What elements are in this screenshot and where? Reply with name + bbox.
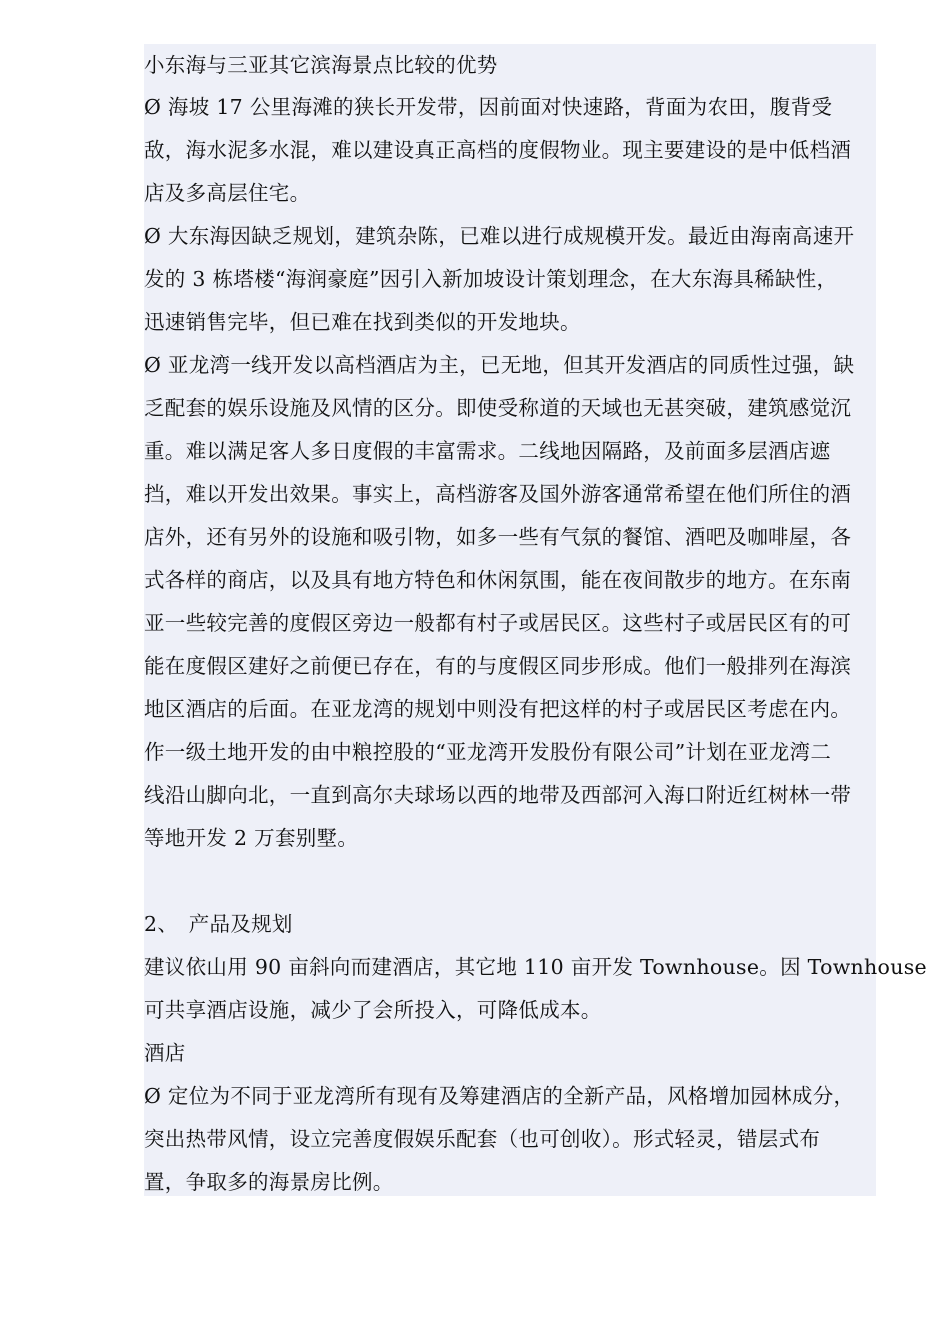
paragraph-line: 敌，海水泥多水混，难以建设真正高档的度假物业。现主要建设的是中低档酒 — [144, 138, 852, 162]
subheading-hotel: 酒店 — [144, 1041, 186, 1065]
blank-line — [144, 860, 876, 903]
section-heading-advantages: 小东海与三亚其它滨海景点比较的优势 — [144, 53, 498, 77]
paragraph-line: 店及多高层住宅。 — [144, 181, 311, 205]
paragraph-line: Ø 大东海因缺乏规划，建筑杂陈，已难以进行成规模开发。最近由海南高速开 — [144, 224, 855, 248]
section-heading-product-planning: 2、 产品及规划 — [144, 912, 293, 936]
paragraph-line: 突出热带风情，设立完善度假娱乐配套（也可创收）。形式轻灵，错层式布 — [144, 1127, 821, 1151]
paragraph-line: 能在度假区建好之前便已存在，有的与度假区同步形成。他们一般排列在海滨 — [144, 654, 852, 678]
paragraph-line: Ø 定位为不同于亚龙湾所有现有及筹建酒店的全新产品，风格增加园林成分， — [144, 1084, 855, 1108]
paragraph-line: 挡，难以开发出效果。事实上，高档游客及国外游客通常希望在他们所住的酒 — [144, 482, 852, 506]
paragraph-line: 地区酒店的后面。在亚龙湾的规划中则没有把这样的村子或居民区考虑在内。 — [144, 697, 852, 721]
paragraph-line: 线沿山脚向北，一直到高尔夫球场以西的地带及西部河入海口附近红树林一带 — [144, 783, 852, 807]
paragraph-line: Ø 亚龙湾一线开发以高档酒店为主，已无地，但其开发酒店的同质性过强，缺 — [144, 353, 855, 377]
document-body — [144, 44, 927, 1196]
paragraph-line: 置，争取多的海景房比例。 — [144, 1170, 394, 1194]
paragraph-line: 发的 3 栋塔楼“海润豪庭”因引入新加坡设计策划理念，在大东海具稀缺性， — [144, 267, 838, 291]
paragraph-line: 等地开发 2 万套别墅。 — [144, 826, 359, 850]
paragraph-line: 可共享酒店设施，减少了会所投入，可降低成本。 — [144, 998, 602, 1022]
paragraph-line: 店外，还有另外的设施和吸引物，如多一些有气氛的餐馆、酒吧及咖啡屋，各 — [144, 525, 852, 549]
paragraph-line: 重。难以满足客人多日度假的丰富需求。二线地因隔路，及前面多层酒店遮 — [144, 439, 831, 463]
paragraph-line: 式各样的商店，以及具有地方特色和休闲氛围，能在夜间散步的地方。在东南 — [144, 568, 852, 592]
paragraph-line: 乏配套的娱乐设施及风情的区分。即使受称道的天域也无甚突破，建筑感觉沉 — [144, 396, 852, 420]
paragraph-line: 建议依山用 90 亩斜向而建酒店，其它地 110 亩开发 Townhouse。因 Townhouse — [144, 955, 927, 979]
paragraph-line: 迅速销售完毕，但已难在找到类似的开发地块。 — [144, 310, 581, 334]
paragraph-line: 亚一些较完善的度假区旁边一般都有村子或居民区。这些村子或居民区有的可 — [144, 611, 852, 635]
paragraph-line: Ø 海坡 17 公里海滩的狭长开发带，因前面对快速路，背面为农田，腹背受 — [144, 95, 833, 119]
paragraph-line: 作一级土地开发的由中粮控股的“亚龙湾开发股份有限公司”计划在亚龙湾二 — [144, 740, 832, 764]
